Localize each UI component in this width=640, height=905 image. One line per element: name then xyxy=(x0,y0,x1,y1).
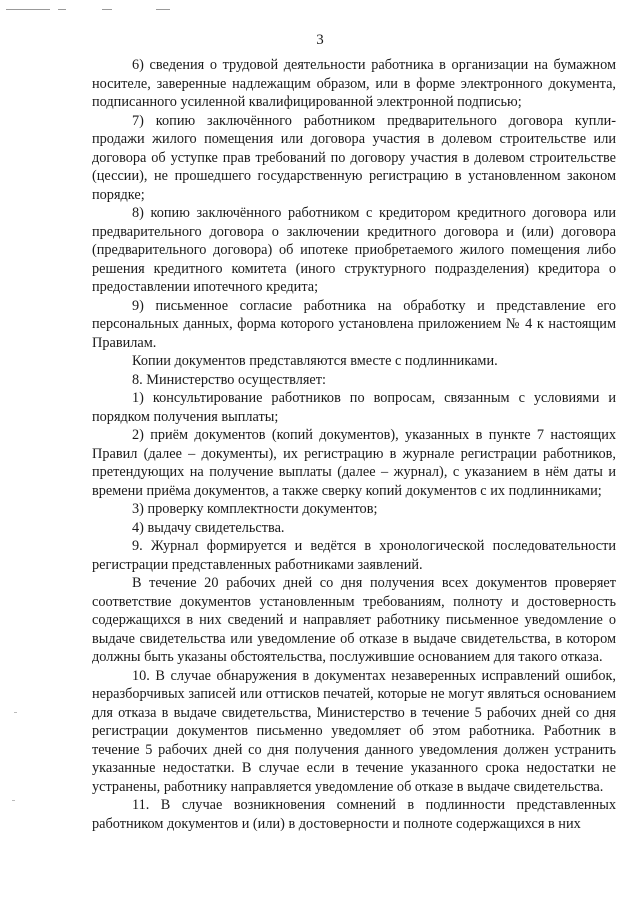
paragraph: 4) выдачу свидетельства. xyxy=(132,519,285,536)
scan-speck xyxy=(14,712,17,713)
paragraph: 8) копию заключённого работником с кредитором кредитного договора или предварительного договора о заключении кредитного договора и (или) договора (предварительного договора) об ипотеке приобретаемого жилого помещения либо решения кредитного комитета (иного структурного подразделения) кредитора о предоставлении ипотечного кредита; xyxy=(92,205,616,295)
document-body xyxy=(92,56,616,833)
paragraph: 3) проверку комплектности документов; xyxy=(132,501,378,517)
paragraph: 8. Министерство осуществляет: xyxy=(132,371,326,388)
paragraph: 2) приём документов (копий документов), указанных в пункте 7 настоящих Правил (далее – документы), их регистрацию в журнале регистрации работников, претендующих на получение выплаты (далее – журнал), с указанием в нём даты и времени приёма документов, а также сверку копий документов с их подлинниками; xyxy=(92,427,616,499)
paragraph: 10. В случае обнаружения в документах незаверенных исправлений ошибок, неразборчивых записей или оттисков печатей, которые не могут являться основанием для отказа в выдаче свидетельства, Министерство в течение 5 рабочих дней со дня регистрации документов письменно уведомляет об этом работника. Работник в течение 5 рабочих дней со дня получения данного уведомления должен устранить указанные недостатки. В случае если в течение указанного срока недостатки не устранены, работнику направляется уведомление об отказе в выдаче свидетельства. xyxy=(92,667,616,795)
paragraph: 7) копию заключённого работником предварительного договора купли-продажи жилого помещения или договора участия в долевом строительстве или договора об уступке прав требований по договору участия в долевом строительстве (цессии), не прошедшего государственную регистрацию в установленном законом порядке; xyxy=(92,112,616,203)
paragraph: В течение 20 рабочих дней со дня получения всех документов проверяет соответствие документов установленным требованиям, полноту и достоверность содержащихся в них сведений и направляет работнику письменное уведомление о выдаче свидетельства или уведомление об отказе в выдаче свидетельства, в котором должны быть указаны обстоятельства, послужившие основанием для такого отказа. xyxy=(92,575,616,665)
paragraph: 9) письменное согласие работника на обработку и представление его персональных данных, форма которого установлена приложением № 4 к настоящим Правилам. xyxy=(92,297,616,351)
paragraph: 9. Журнал формируется и ведётся в хронологической последовательности регистрации представленных работниками заявлений. xyxy=(92,538,616,573)
paragraph: 11. В случае возникновения сомнений в подлинности представленных работником документов и (или) в достоверности и полноте содержащихся в них xyxy=(92,797,616,832)
scan-header-marks xyxy=(6,6,176,14)
paragraph: 1) консультирование работников по вопросам, связанным с условиями и порядком получения выплаты; xyxy=(92,390,616,425)
scan-speck xyxy=(12,800,15,801)
paragraph: Копии документов представляются вместе с подлинниками. xyxy=(132,353,498,369)
page-number: 3 xyxy=(316,32,324,48)
paragraph: 6) сведения о трудовой деятельности работника в организации на бумажном носителе, заверенные надлежащим образом, или в форме электронного документа, подписанного усиленной квалифицированной электронной подписью; xyxy=(92,57,616,110)
